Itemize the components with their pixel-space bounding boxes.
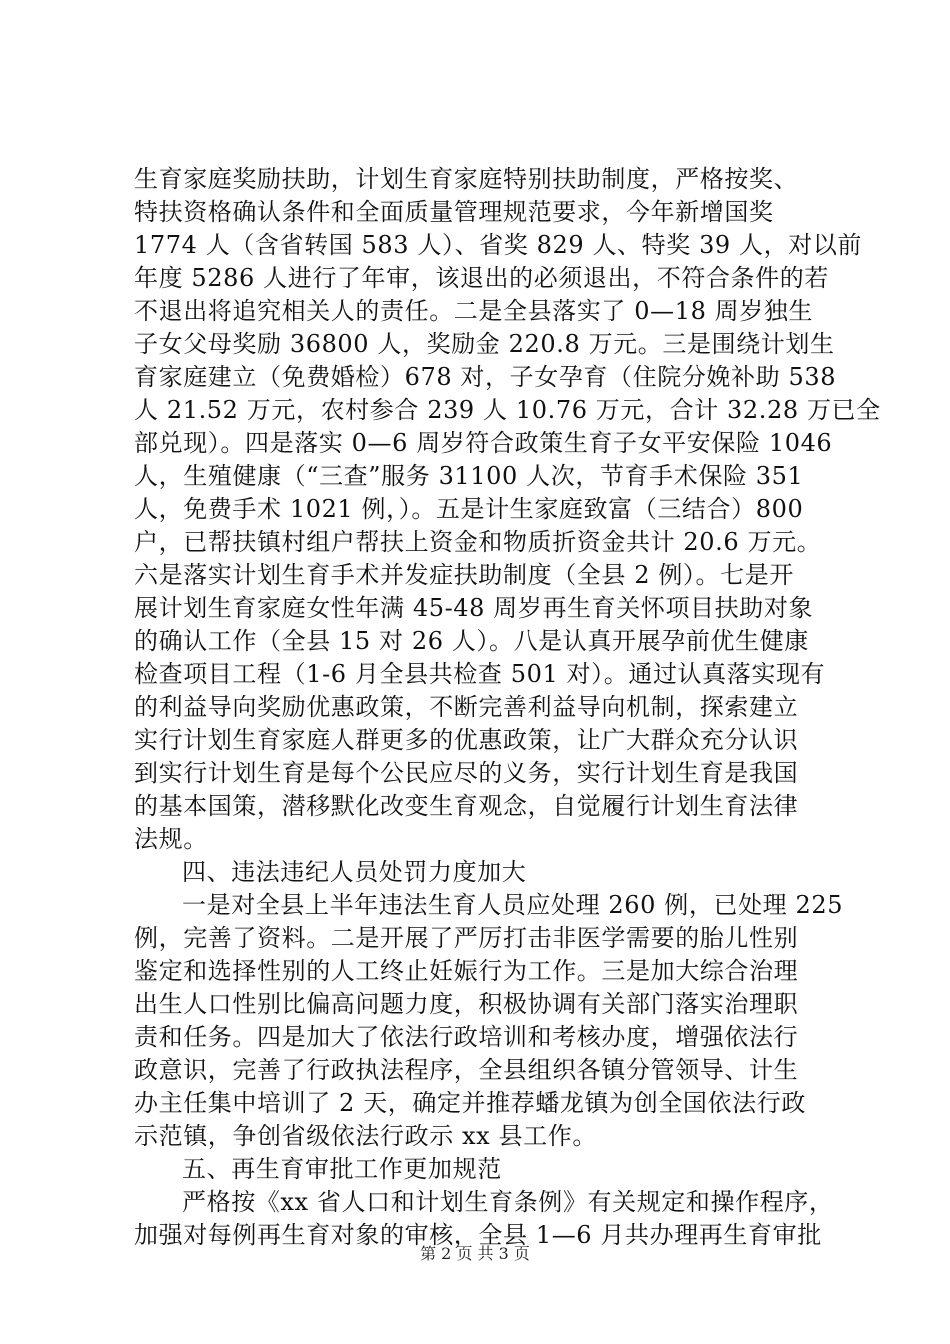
text-line: 人，生殖健康（“三查”服务 31100 人次，节育手术保险 351	[134, 462, 804, 490]
text-line: 政意识，完善了行政执法程序，全县组织各镇分管领导、计生	[134, 1056, 799, 1084]
text-line: 户，已帮扶镇村组户帮扶上资金和物质折资金共计 20.6 万元。	[134, 528, 822, 556]
text-line: 子女父母奖励 36800 人，奖励金 220.8 万元。三是围绕计划生	[134, 330, 835, 358]
text-line: 到实行计划生育是每个公民应尽的义务，实行计划生育是我国	[134, 759, 799, 787]
text-line: 出生人口性别比偏高问题力度，积极协调有关部门落实治理职	[134, 990, 799, 1018]
text-line: 不退出将追究相关人的责任。二是全县落实了 0—18 周岁独生	[134, 297, 814, 325]
text-line: 鉴定和选择性别的人工终止妊娠行为工作。三是加大综合治理	[134, 957, 799, 985]
text-line: 展计划生育家庭女性年满 45-48 周岁再生育关怀项目扶助对象	[134, 594, 814, 622]
text-line: 法规。	[134, 825, 208, 853]
text-line: 责和任务。四是加大了依法行政培训和考核办度，增强依法行	[134, 1023, 799, 1051]
text-line: 实行计划生育家庭人群更多的优惠政策，让广大群众充分认识	[134, 726, 799, 754]
text-line: 五、再生育审批工作更加规范	[182, 1155, 502, 1183]
text-line: 示范镇，争创省级依法行政示 xx 县工作。	[134, 1122, 597, 1150]
text-line: 例，完善了资料。二是开展了严厉打击非医学需要的胎儿性别	[134, 924, 799, 952]
text-line: 人，免费手术 1021 例，）。五是计生家庭致富（三结合）800	[134, 495, 804, 523]
text-line: 年度 5286 人进行了年审，该退出的必须退出，不符合条件的若	[134, 264, 829, 292]
text-line: 部兑现）。四是落实 0—6 周岁符合政策生育子女平安保险 1046	[134, 429, 833, 457]
text-line: 严格按《xx 省人口和计划生育条例》有关规定和操作程序，	[182, 1188, 834, 1216]
page-footer: 第 2 页 共 3 页	[420, 1244, 530, 1263]
text-line: 检查项目工程（1-6 月全县共检查 501 对）。通过认真落实现有	[134, 660, 826, 688]
text-line: 生育家庭奖励扶助，计划生育家庭特别扶助制度，严格按奖、	[134, 165, 799, 193]
text-line: 的利益导向奖励优惠政策，不断完善利益导向机制，探索建立	[134, 693, 799, 721]
text-line: 的基本国策，潜移默化改变生育观念，自觉履行计划生育法律	[134, 792, 799, 820]
text-line: 1774 人（含省转国 583 人）、省奖 829 人、特奖 39 人，对以前	[134, 231, 863, 259]
text-line: 四、违法违纪人员处罚力度加大	[182, 858, 527, 886]
text-line: 特扶资格确认条件和全面质量管理规范要求，今年新增国奖	[134, 198, 774, 226]
text-line: 一是对全县上半年违法生育人员应处理 260 例，已处理 225	[182, 891, 844, 919]
text-line: 加强对每例再生育对象的审核，全县 1—6 月共办理再生育审批	[134, 1221, 822, 1249]
text-line: 的确认工作（全县 15 对 26 人）。八是认真开展孕前优生健康	[134, 627, 809, 655]
document-body	[134, 163, 881, 1252]
text-line: 六是落实计划生育手术并发症扶助制度（全县 2 例）。七是开	[134, 561, 794, 589]
text-line: 育家庭建立（免费婚检）678 对，子女孕育（住院分娩补助 538	[134, 363, 837, 391]
text-line: 办主任集中培训了 2 天，确定并推荐蟠龙镇为创全国依法行政	[134, 1089, 806, 1117]
text-line: 人 21.52 万元，农村参合 239 人 10.76 万元，合计 32.28 万已全	[134, 396, 881, 424]
